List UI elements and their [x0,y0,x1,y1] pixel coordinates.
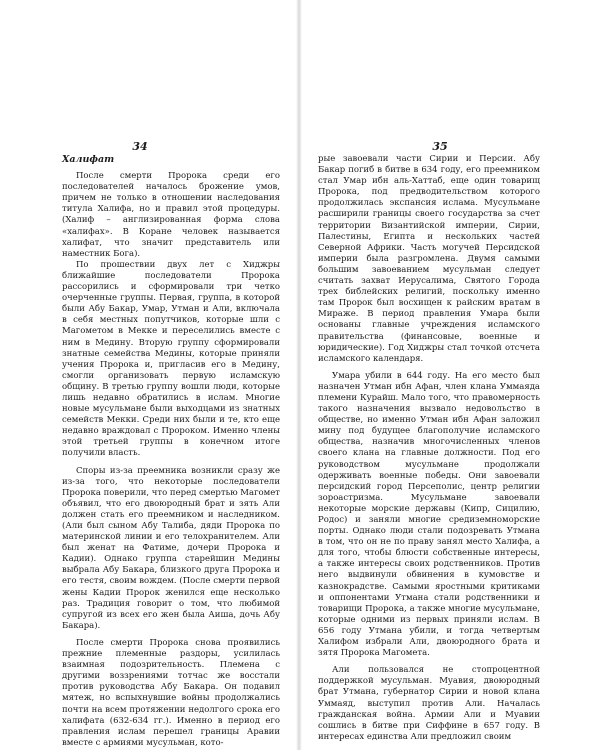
left-page-text [62,154,280,748]
paragraph: Али пользовался не стопроцентной поддержкой мусульман. Муавия, двоюродный брат Утмана, губернатор Сирии и новой клана Уммаяд, выступил против Али. Началась гражданская война. Армии Али и Муавии сошлись в битве при Сиффине в 657 году. В интересах единства Али предложил своим [318,665,540,742]
page-number-left: 34 [132,140,148,153]
paragraph: Споры из-за преемника возникли сразу же из-за того, что некоторые последователи Пророка поверили, что перед смертью Магомет объявил, что его двоюродный брат и зять Али должен стать его преемником и наследником. (Али был сыном Абу Талиба, дяди Пророка по материнской линии и его телохранителем. Али был женат на Фатиме, дочери Пророка и Кадии). Однако группа старейшин Медины выбрала Абу Бакара, близкого друга Пророка и его тестя, своим вождем. (После смерти первой жены Кадии Пророк женился еще несколько раз. Традиция говорит о том, что любимой супругой из всех его жен была Аиша, дочь Абу Бакара). [62,465,280,631]
paragraph: рые завоевали части Сирии и Персии. Абу Бакар погиб в битве в 634 году, его преемником стал Умар ибн аль-Хаттаб, еще один товарищ Пророка, под предводительством которого продолжилась экспансия ислама. Мусульмане расширили границы своего государства за счет территории Византийской империи, Сирии, Палестины, Египта и нескольких частей Северной Африки. Часть могучей Персидской империи была разгромлена. Двумя самыми большим завоеванием мусульман следует считать захват Иерусалима, Святого Города трех библейских религий, поскольку именно там Пророк был восхищен к райским вратам в Мираже. В период правления Умара были основаны главные учреждения исламского правительства (финансовые, военные и юридические). Год Хиджры стал точкой отсчета исламского календаря. [318,154,540,364]
paragraph: После смерти Пророка среди его последователей началось брожение умов, причем не только в отношении наследования титула Халифа, но и правил этой процедуры. (Халиф – англизированная форма слова «халифах». В Коране человек называется халифат, что значит представитель или наместник Бога). [62,171,280,259]
page-number-right: 35 [432,140,448,153]
right-page [300,0,580,750]
left-page [0,0,280,750]
paragraph: После смерти Пророка снова проявились прежние племенные раздоры, усилилась взаимная подозрительность. Племена с другими воззрениями тотчас же восстали против руководства Абу Бакара. Он подавил мятеж, но вспыхнувшие войны продолжались почти на всем протяжении недолгого срока его халифата (632-634 гг.). Именно в период его правления ислам перешел границы Аравии вместе с армиями мусульман, кото- [62,637,280,748]
section-heading: Халифат [62,154,115,165]
right-page-text [318,154,540,742]
paragraph: Умара убили в 644 году. На его место был назначен Утман ибн Афан, член клана Уммаяда племени Курайш. Мало того, что правомерность такого назначения вызвало недовольство в обществе, но именно Утман ибн Афан заложил мину под будущее благополучие исламского общества, назначив многочисленных членов своего клана на главные должности. Под его руководством мусульмане продолжали одерживать военные победы. Они завоевали персидский город Персеполис, центр религии зороастризма. Мусульмане завоевали некоторые морские державы (Кипр, Сицилию, Родос) и заняли многие средиземноморские порты. Однако люди стали подозревать Утмана в том, что он не по праву занял место Халифа, а для того, чтобы блюсти собственные интересы, а также интересы своих родственников. Против него выдвинули обвинения в кумовстве и казнокрадстве. Самыми яростными критиками и оппонентами Утмана стали родственники и товарищи Пророка, а также многие мусульмане, которые одними из первых приняли ислам. В 656 году Утмана убили, и тогда четвертым Халифом избрали Али, двоюродного брата и зятя Пророка Магомета. [318,370,540,659]
paragraph: По прошествии двух лет с Хиджры ближайшие последователи Пророка рассорились и сформировали три четко очерченные группы. Первая, группа, в которой были Абу Бакар, Умар, Утман и Али, включала в себя местных попутчиков, которые шли с Магометом в Мекке и переселились вместе с ним в Медину. Вторую группу сформировали знатные семейства Медины, которые приняли учения Пророка и, пригласив его в Медину, смогли организовать первую исламскую общину. В третью группу вошли люди, которые лишь недавно обратились в ислам. Многие новые мусульмане были выходцами из знатных семейств Мекки. Среди них были и те, кто еще недавно враждовал с Пророком. Именно члены этой третьей группы в конечном итоге получили власть. [62,259,280,459]
